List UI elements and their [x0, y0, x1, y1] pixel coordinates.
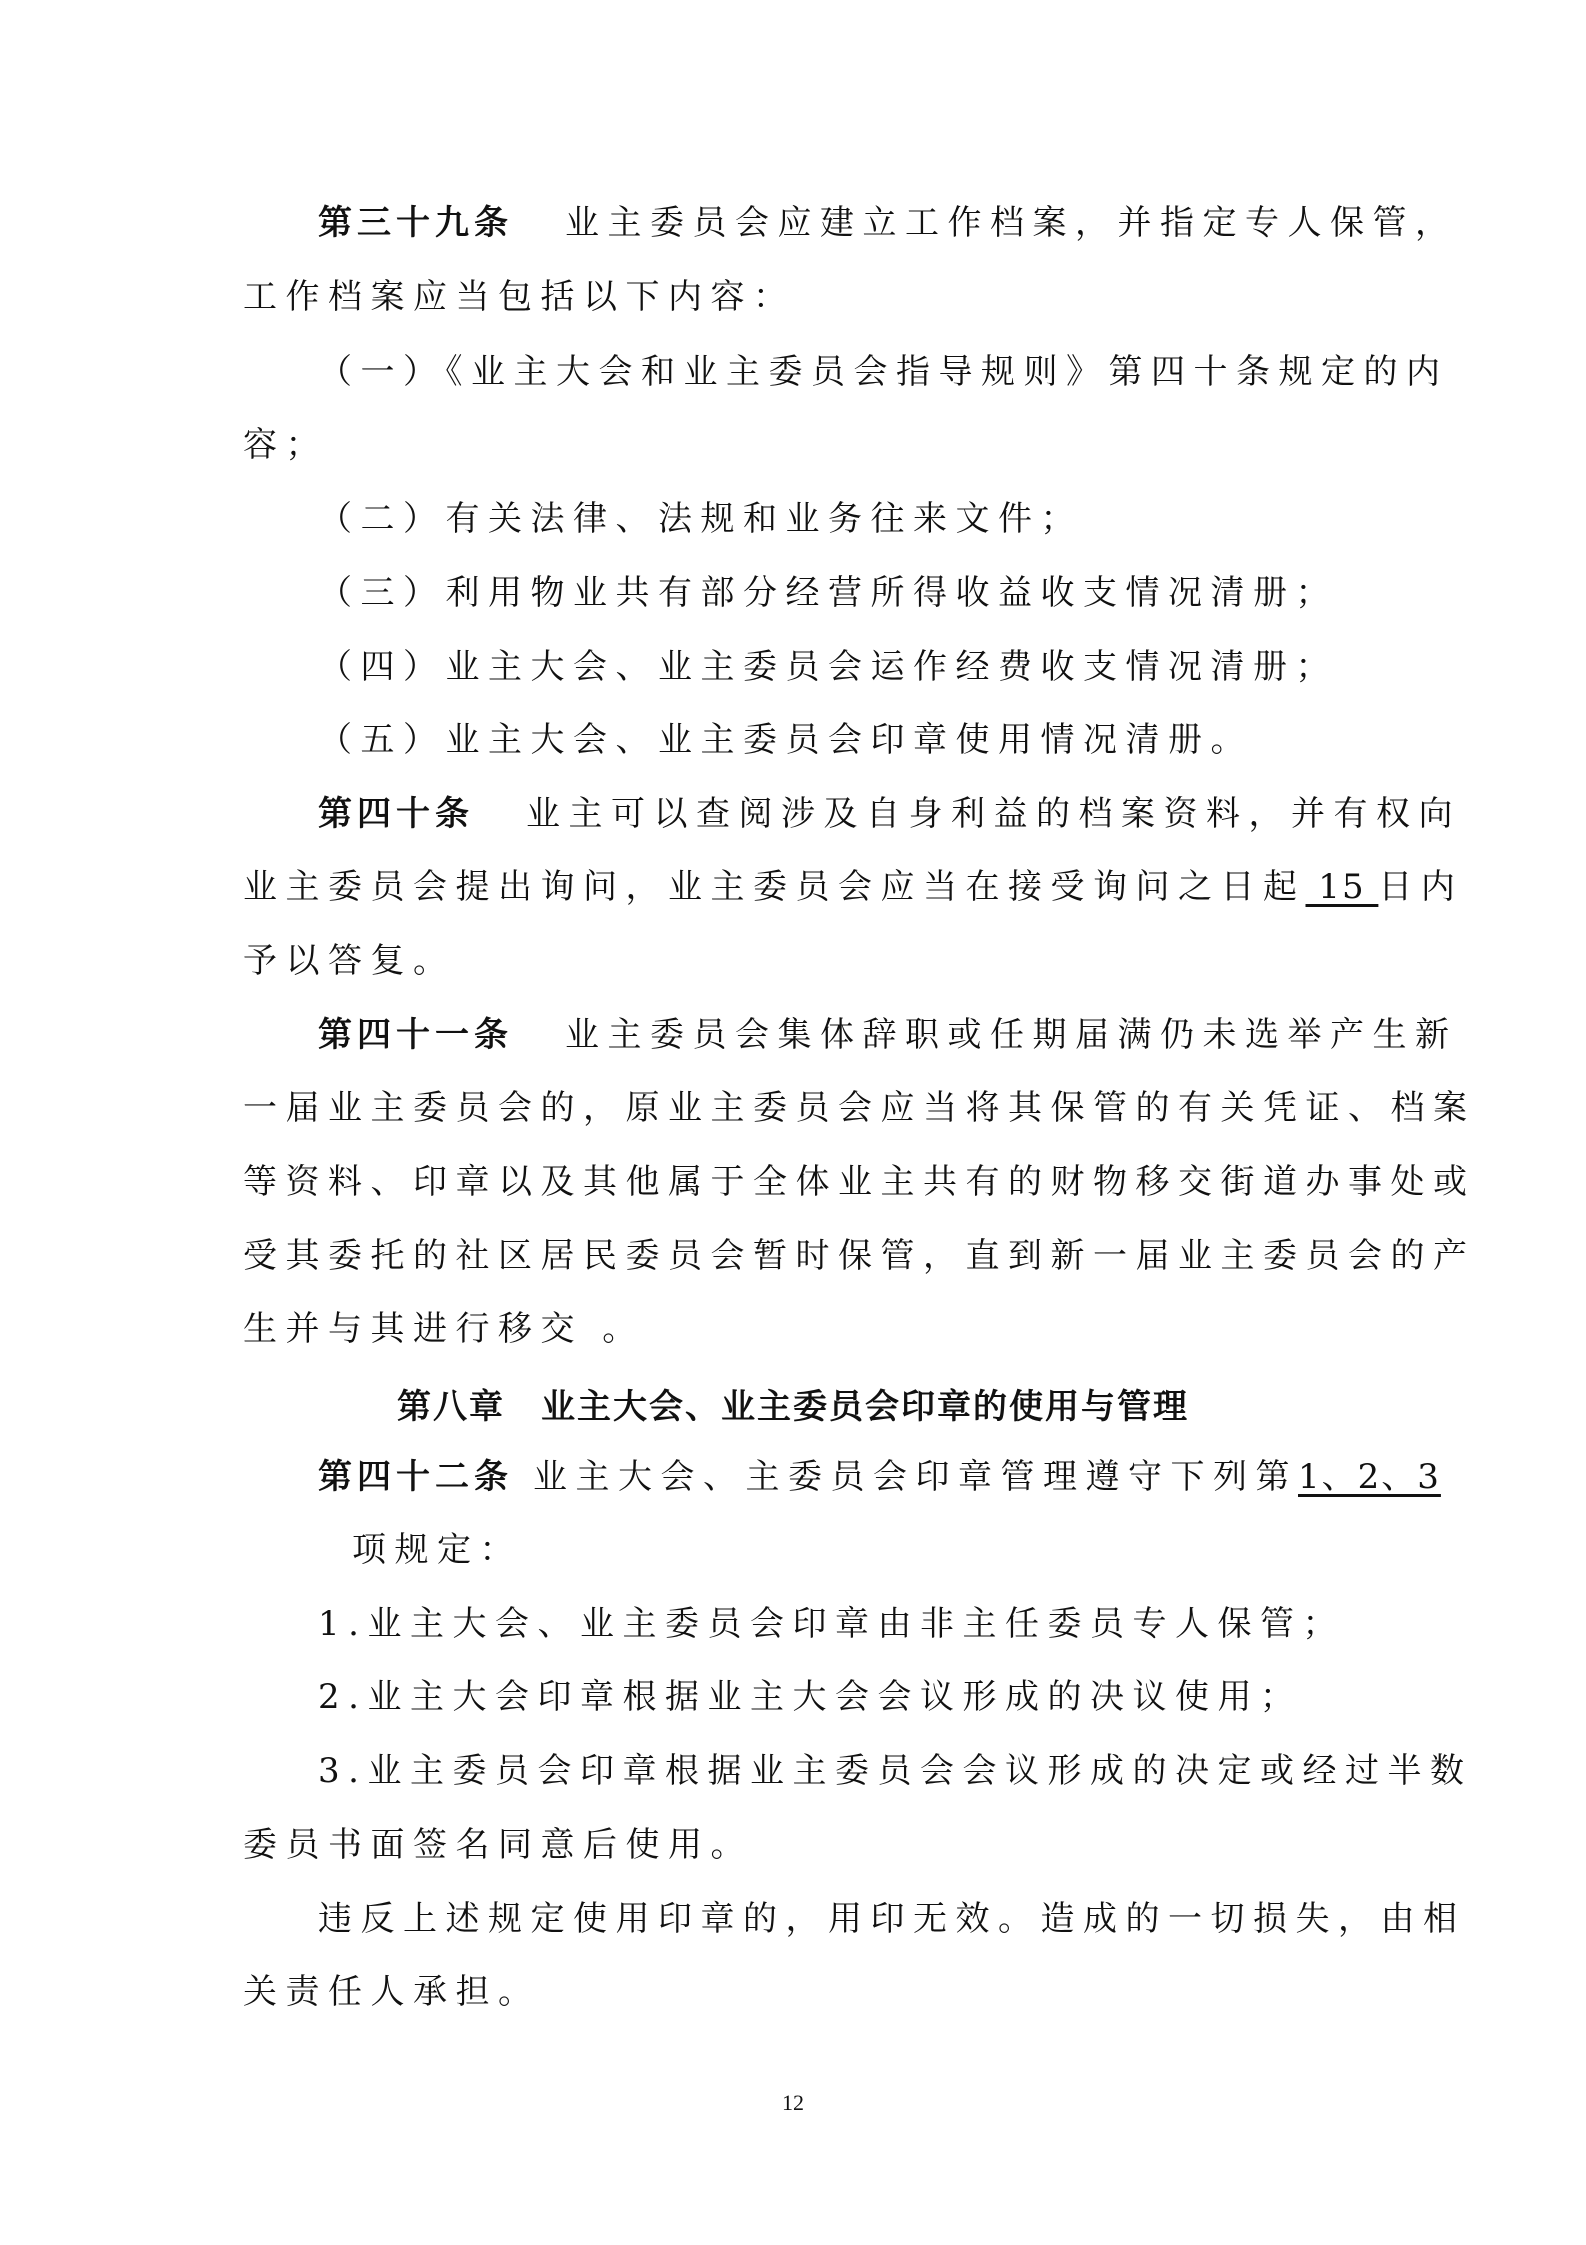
chapter-heading: 第八章 业主大会、业主委员会印章的使用与管理 [397, 1387, 1189, 1427]
art42-text-1: 业主大会、主委员会印章管理遵守下列第 [533, 1457, 1298, 1497]
art42-label: 第四十二条 [318, 1457, 513, 1497]
art41-text-1: 业主委员会集体辞职或任期届满仍未选举产生新 [565, 1015, 1458, 1055]
art42-rule-2: 2.业主大会印章根据业主大会会议形成的决议使用； [318, 1677, 1303, 1717]
art39-item-1: （一）《业主大会和业主委员会指导规则》第四十条规定的内 [318, 352, 1449, 392]
art40-line-2 [0, 850, 1586, 924]
art39-item-1-cont: 容； [243, 425, 328, 465]
art42-rule-3-cont: 委员书面签名同意后使用。 [243, 1825, 753, 1865]
art41-line-2: 一届业主委员会的，原业主委员会应当将其保管的有关凭证、档案 [243, 1088, 1476, 1128]
art40-line-3: 予以答复。 [243, 941, 456, 981]
art40-text-2b: 日内 [1378, 867, 1464, 907]
art39-line-2: 工作档案应当包括以下内容： [243, 277, 796, 317]
art40-text-1: 业主可以查阅涉及自身利益的档案资料，并有权向 [526, 794, 1461, 834]
art42-line-2: 项规定： [352, 1530, 522, 1570]
art41-label: 第四十一条 [318, 1015, 513, 1055]
art41-line-3: 等资料、印章以及其他属于全体业主共有的财物移交街道办事处或 [243, 1162, 1476, 1202]
art42-items-ref: 1、2、3 [1298, 1457, 1441, 1497]
art41-line-1 [0, 998, 1586, 1072]
art39-text-1: 业主委员会应建立工作档案，并指定专人保管， [565, 203, 1458, 243]
art41-line-4: 受其委托的社区居民委员会暂时保管，直到新一届业主委员会的产 [243, 1236, 1476, 1276]
art40-days-value: 15 [1305, 867, 1379, 907]
art40-line-1 [0, 777, 1586, 851]
art42-rule-3: 3.业主委员会印章根据业主委员会会议形成的决定或经过半数 [318, 1751, 1473, 1791]
art42-line-1 [0, 1440, 1586, 1514]
art41-line-5: 生并与其进行移交 。 [243, 1309, 645, 1349]
art40-label: 第四十条 [318, 794, 474, 834]
page-number: 12 [782, 2090, 804, 2115]
art39-item-2: （二）有关法律、法规和业务往来文件； [318, 499, 1083, 539]
art39-item-3: （三）利用物业共有部分经营所得收益收支情况清册； [318, 573, 1338, 613]
art42-penalty-line-2: 关责任人承担。 [243, 1972, 541, 2012]
art39-label: 第三十九条 [318, 203, 513, 243]
art40-text-2: 业主委员会提出询问，业主委员会应当在接受询问之日起 [243, 867, 1306, 907]
art42-penalty-line-1: 违反上述规定使用印章的，用印无效。造成的一切损失，由相 [318, 1899, 1466, 1939]
art39-item-5: （五）业主大会、业主委员会印章使用情况清册。 [318, 720, 1253, 760]
art42-rule-1: 1.业主大会、业主委员会印章由非主任委员专人保管； [318, 1604, 1345, 1644]
art39-item-4: （四）业主大会、业主委员会运作经费收支情况清册； [318, 647, 1338, 687]
art39-line-1 [0, 186, 1586, 260]
